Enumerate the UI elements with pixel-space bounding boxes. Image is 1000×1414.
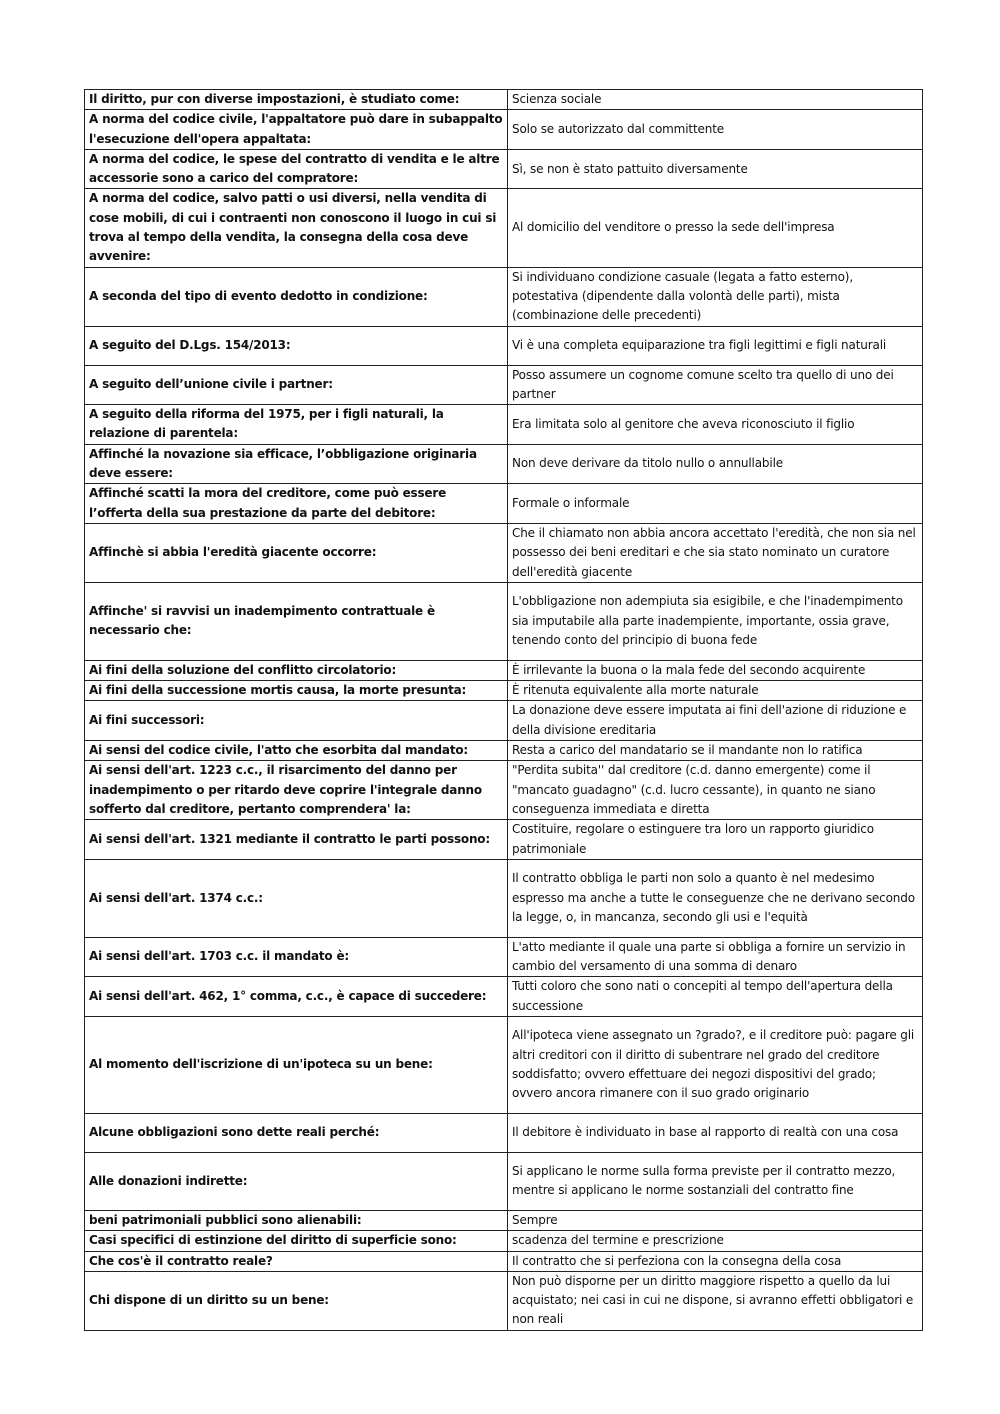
table-row bbox=[85, 820, 923, 860]
table-row bbox=[85, 523, 923, 582]
question-cell: Affinché scatti la mora del creditore, come può essere l’offerta della sua prestazione da parte del debitore: bbox=[85, 484, 508, 524]
question-cell: Affinche' si ravvisi un inadempimento contrattuale è necessario che: bbox=[85, 582, 508, 660]
answer-cell: Si individuano condizione casuale (legata a fatto esterno), potestativa (dipendente dalla volontà delle parti), mista (combinazione delle precedenti) bbox=[508, 267, 923, 326]
answer-cell: L'atto mediante il quale una parte si obbliga a fornire un servizio in cambio del versamento di una somma di denaro bbox=[508, 937, 923, 977]
answer-cell: Solo se autorizzato dal committente bbox=[508, 110, 923, 150]
question-cell: Alcune obbligazioni sono dette reali perché: bbox=[85, 1113, 508, 1152]
table-row bbox=[85, 1210, 923, 1230]
answer-cell: Al domicilio del venditore o presso la sede dell'impresa bbox=[508, 189, 923, 267]
question-cell: Ai sensi dell'art. 1374 c.c.: bbox=[85, 859, 508, 937]
table-row bbox=[85, 1251, 923, 1271]
answer-cell: Formale o informale bbox=[508, 484, 923, 524]
answer-cell: scadenza del termine e prescrizione bbox=[508, 1231, 923, 1251]
question-cell: Ai sensi dell'art. 462, 1° comma, c.c., è capace di succedere: bbox=[85, 977, 508, 1017]
question-cell: Al momento dell'iscrizione di un'ipoteca su un bene: bbox=[85, 1016, 508, 1113]
answer-cell: Il contratto che si perfeziona con la consegna della cosa bbox=[508, 1251, 923, 1271]
question-cell: Il diritto, pur con diverse impostazioni, è studiato come: bbox=[85, 90, 508, 110]
question-cell: Ai sensi del codice civile, l'atto che esorbita dal mandato: bbox=[85, 741, 508, 761]
table-row bbox=[85, 326, 923, 365]
answer-cell: Posso assumere un cognome comune scelto tra quello di uno dei partner bbox=[508, 365, 923, 405]
question-cell: Ai fini successori: bbox=[85, 701, 508, 741]
question-cell: Ai sensi dell'art. 1321 mediante il contratto le parti possono: bbox=[85, 820, 508, 860]
question-cell: Ai fini della soluzione del conflitto circolatorio: bbox=[85, 660, 508, 680]
answer-cell: Il debitore è individuato in base al rapporto di realtà con una cosa bbox=[508, 1113, 923, 1152]
answer-cell: Il contratto obbliga le parti non solo a quanto è nel medesimo espresso ma anche a tutte le conseguenze che ne derivano secondo la legge, o, in mancanza, secondo gli usi e l'equità bbox=[508, 859, 923, 937]
table-row bbox=[85, 977, 923, 1017]
answer-cell: Non può disporne per un diritto maggiore rispetto a quello da lui acquistato; nei casi in cui ne dispone, si avranno effetti obbligatori e non reali bbox=[508, 1271, 923, 1330]
table-row bbox=[85, 267, 923, 326]
question-cell: Ai sensi dell'art. 1223 c.c., il risarcimento del danno per inadempimento o per ritardo deve coprire l'integrale danno sofferto dal creditore, pertanto comprendera' la: bbox=[85, 761, 508, 820]
table-row bbox=[85, 859, 923, 937]
question-cell: A seconda del tipo di evento dedotto in condizione: bbox=[85, 267, 508, 326]
question-cell: A seguito della riforma del 1975, per i figli naturali, la relazione di parentela: bbox=[85, 405, 508, 445]
question-cell: Affinché la novazione sia efficace, l’obbligazione originaria deve essere: bbox=[85, 444, 508, 484]
table-row bbox=[85, 189, 923, 267]
question-cell: A norma del codice civile, l'appaltatore può dare in subappalto l'esecuzione dell'opera appaltata: bbox=[85, 110, 508, 150]
answer-cell: Resta a carico del mandatario se il mandante non lo ratifica bbox=[508, 741, 923, 761]
question-cell: A seguito dell’unione civile i partner: bbox=[85, 365, 508, 405]
table-row bbox=[85, 1152, 923, 1210]
answer-cell: Si applicano le norme sulla forma previste per il contratto mezzo, mentre si applicano le norme sostanziali del contratto fine bbox=[508, 1152, 923, 1210]
table-row bbox=[85, 365, 923, 405]
question-cell: beni patrimoniali pubblici sono alienabili: bbox=[85, 1210, 508, 1230]
answer-cell: Scienza sociale bbox=[508, 90, 923, 110]
question-cell: Ai sensi dell'art. 1703 c.c. il mandato è: bbox=[85, 937, 508, 977]
question-cell: Chi dispone di un diritto su un bene: bbox=[85, 1271, 508, 1330]
table-row bbox=[85, 937, 923, 977]
answer-cell: L'obbligazione non adempiuta sia esigibile, e che l'inadempimento sia imputabile alla parte inadempiente, importante, ossia grave, tenendo conto del principio di buona fede bbox=[508, 582, 923, 660]
answer-cell: Era limitata solo al genitore che aveva riconosciuto il figlio bbox=[508, 405, 923, 445]
question-cell: Alle donazioni indirette: bbox=[85, 1152, 508, 1210]
table-row bbox=[85, 90, 923, 110]
question-cell: A seguito del D.Lgs. 154/2013: bbox=[85, 326, 508, 365]
answer-cell: Non deve derivare da titolo nullo o annullabile bbox=[508, 444, 923, 484]
qa-table-body bbox=[85, 90, 923, 1331]
table-row bbox=[85, 405, 923, 445]
table-row bbox=[85, 110, 923, 150]
table-row bbox=[85, 741, 923, 761]
table-row bbox=[85, 444, 923, 484]
answer-cell: Vi è una completa equiparazione tra figli legittimi e figli naturali bbox=[508, 326, 923, 365]
table-row bbox=[85, 681, 923, 701]
answer-cell: Sì, se non è stato pattuito diversamente bbox=[508, 149, 923, 189]
question-cell: Affinchè si abbia l'eredità giacente occorre: bbox=[85, 523, 508, 582]
table-row bbox=[85, 1231, 923, 1251]
table-row bbox=[85, 660, 923, 680]
answer-cell: Che il chiamato non abbia ancora accettato l'eredità, che non sia nel possesso dei beni ereditari e che sia stato nominato un curatore dell'eredità giacente bbox=[508, 523, 923, 582]
table-row bbox=[85, 761, 923, 820]
table-row bbox=[85, 484, 923, 524]
table-row bbox=[85, 1271, 923, 1330]
question-cell: A norma del codice, le spese del contratto di vendita e le altre accessorie sono a carico del compratore: bbox=[85, 149, 508, 189]
answer-cell: All'ipoteca viene assegnato un ?grado?, e il creditore può: pagare gli altri creditori con il diritto di subentrare nel grado del creditore soddisfatto; ovvero effettuare dei negozi dispositivi del grado; ovvero ancora rimanere con il suo grado originario bbox=[508, 1016, 923, 1113]
question-cell: Casi specifici di estinzione del diritto di superficie sono: bbox=[85, 1231, 508, 1251]
table-row bbox=[85, 149, 923, 189]
question-cell: A norma del codice, salvo patti o usi diversi, nella vendita di cose mobili, di cui i contraenti non conoscono il luogo in cui si trova al tempo della vendita, la consegna della cosa deve avvenire: bbox=[85, 189, 508, 267]
qa-table bbox=[84, 89, 923, 1331]
answer-cell: La donazione deve essere imputata ai fini dell'azione di riduzione e della divisione ereditaria bbox=[508, 701, 923, 741]
answer-cell: "Perdita subita'' dal creditore (c.d. danno emergente) come il "mancato guadagno" (c.d. lucro cessante), in quanto ne siano conseguenza immediata e diretta bbox=[508, 761, 923, 820]
question-cell: Che cos'è il contratto reale? bbox=[85, 1251, 508, 1271]
answer-cell: È irrilevante la buona o la mala fede del secondo acquirente bbox=[508, 660, 923, 680]
answer-cell: Sempre bbox=[508, 1210, 923, 1230]
table-row bbox=[85, 582, 923, 660]
table-row bbox=[85, 1113, 923, 1152]
question-cell: Ai fini della successione mortis causa, la morte presunta: bbox=[85, 681, 508, 701]
table-row bbox=[85, 1016, 923, 1113]
answer-cell: Tutti coloro che sono nati o concepiti al tempo dell'apertura della successione bbox=[508, 977, 923, 1017]
answer-cell: Costituire, regolare o estinguere tra loro un rapporto giuridico patrimoniale bbox=[508, 820, 923, 860]
table-row bbox=[85, 701, 923, 741]
answer-cell: È ritenuta equivalente alla morte naturale bbox=[508, 681, 923, 701]
